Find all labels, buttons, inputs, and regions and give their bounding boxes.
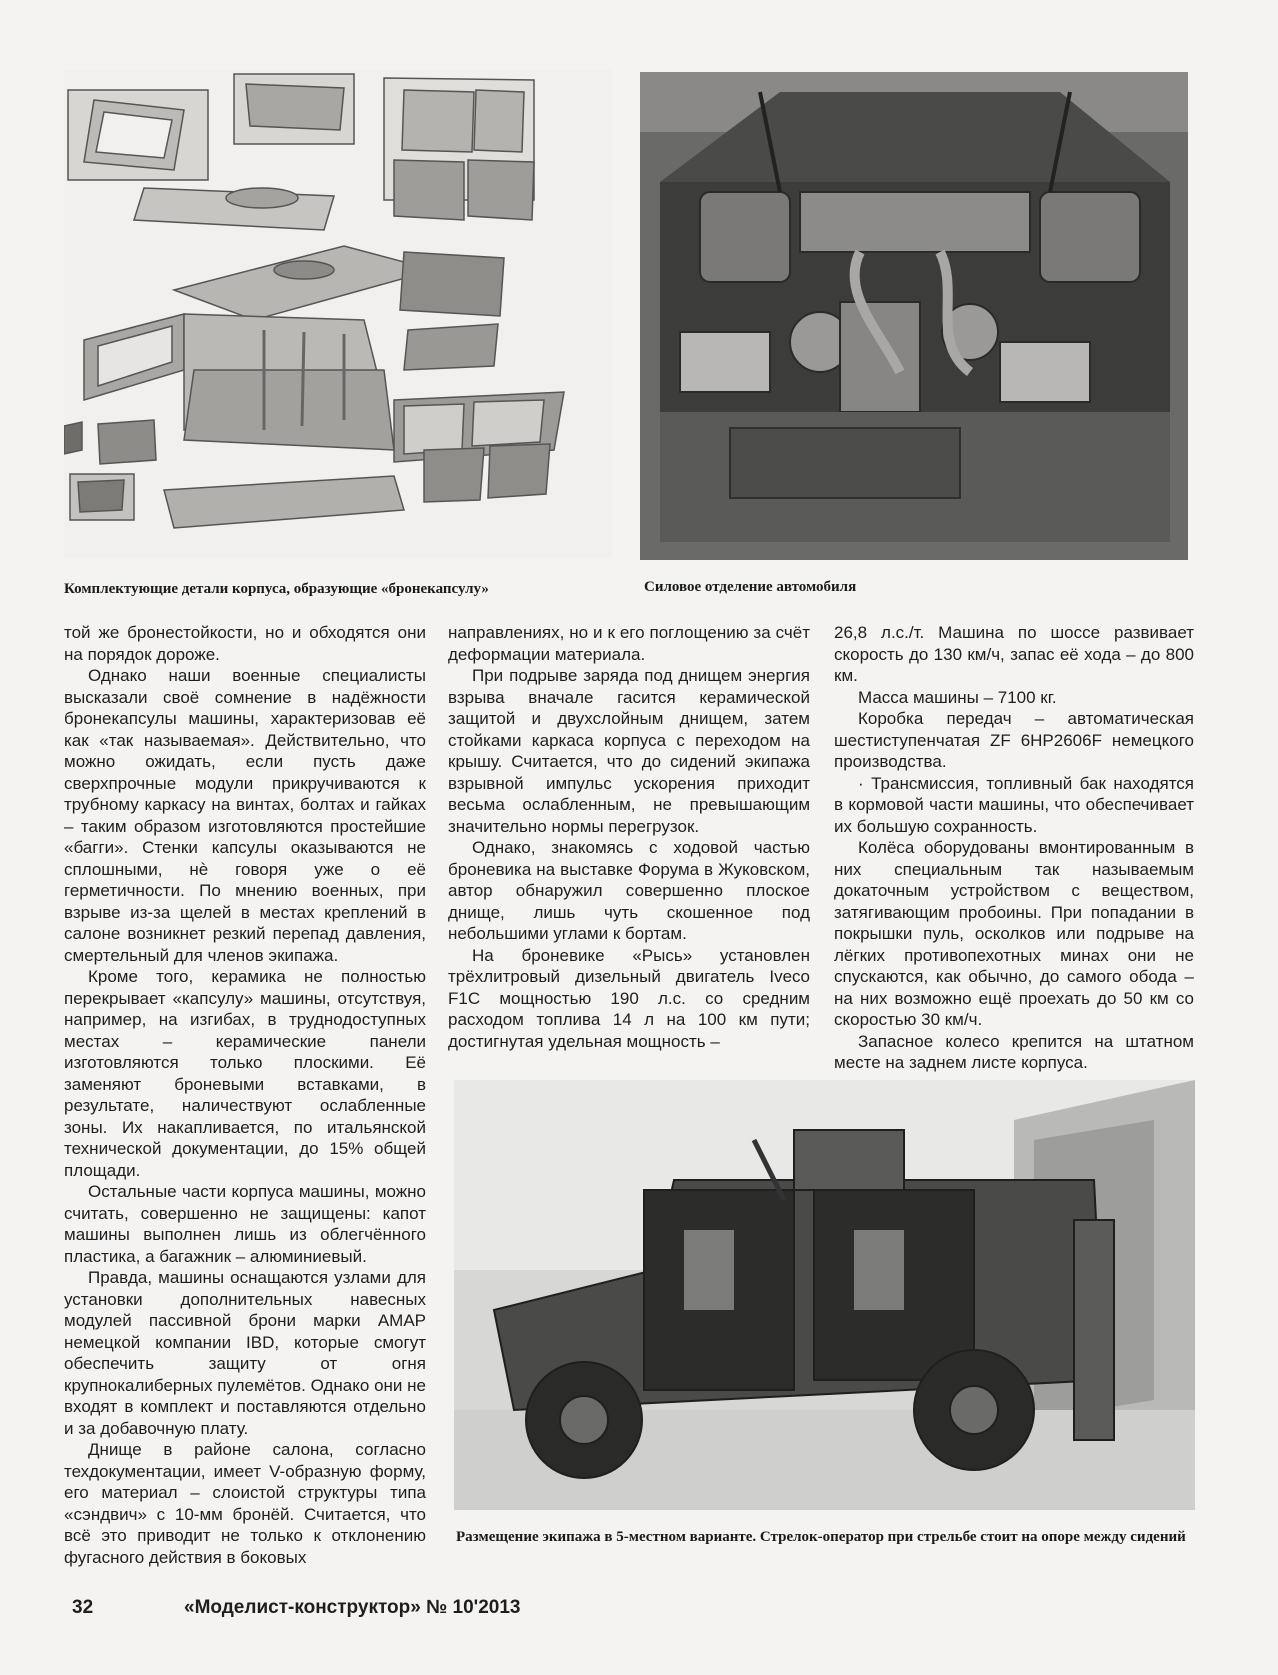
magazine-issue: «Моделист-конструктор» № 10'2013 [184,1597,521,1618]
armor-parts-caption: Комплектующие детали корпуса, образующие «бронекапсулу» [64,581,489,597]
paragraph: Запасное колесо крепится на штатном месте на заднем листе корпуса. [834,1031,1194,1072]
text-column-1 [64,622,426,1568]
engine-bay-caption: Силовое отделение автомобиля [644,579,857,595]
armor-capsule-exploded-diagram-icon [64,70,612,558]
paragraph: Днище в районе салона, согласно техдокументации, имеет V-образную форму, его материал – слоистой структуры типа «сэндвич» с 10-мм бронёй. Считается, что всё это приводит не только к отклонению фугасного действия в боковых [64,1440,426,1567]
paragraph: той же бронестойкости, но и обходятся они на порядок дороже. [64,623,426,664]
page-footer [72,1597,520,1619]
paragraph: На броневике «Рысь» установлен трёхлитровый дизельный двигатель Iveco F1C мощностью 190 л.с. со средним расходом топлива 14 л на 100 км пути; достигнутая удельная мощность – [448,945,810,1051]
paragraph: При подрыве заряда под днищем энергия взрыва вначале гасится керамической защитой и двухслойным днищем, затем стойками каркаса корпуса с переходом на крышу. Считается, что до сидений экипажа взрывной импульс ускорения приходит весьма ослабленным, не превышающим значительно нормы перегрузок. [448,666,810,836]
paragraph: Правда, машины оснащаются узлами для установки дополнительных навесных модулей пассивной брони марки AMAP немецкой компании IBD, которые смогут обеспечить защиту от огня крупнокалиберных пулемётов. Однако они не входят в комплект и поставляются отдельно и за добавочную плату. [64,1268,426,1438]
paragraph: Кроме того, керамика не полностью перекрывает «капсулу» машины, отсутствуя, например, на изгибах, в труднодоступных местах – керамические панели изготовляются только плоскими. Её заменяют броневыми вставками, в результате, наличествуют ослабленные зоны. Их накапливается, по итальянской технической документации, до 15% общей площади. [64,967,426,1180]
paragraph: Однако наши военные специалисты высказали своё сомнение в надёжности бронекапсулы машины, характеризовав её как «так называемая». Действительно, что можно ожидать, если пусть даже сверхпрочные модули прикручиваются к трубному каркасу на винтах, болтах и гайках – таким образом изготовляются простейшие «багги». Стенки капсулы оказываются не сплошными, нѐ говоря уже о её герметичности. По мнению военных, при взрыве из-за щелей в местах креплений в салоне возникнет резкий перепад давления, смертельный для членов экипажа. [64,666,426,965]
text-column-2 [448,622,810,1052]
engine-bay-figure [640,72,1188,560]
crew-layout-caption: Размещение экипажа в 5-местном варианте. Стрелок-оператор при стрельбе стоит на опоре между сидений [456,1529,1186,1545]
page-number: 32 [72,1597,94,1618]
paragraph: Коробка передач – автоматическая шестиступенчатая ZF 6HP2606F немецкого производства. [834,709,1194,771]
paragraph: Колёса оборудованы вмонтированным в них специальным так называемым докаточным устройством с веществом, затягивающим пробоины. При попадании в покрышки пуль, осколков или подрыве на лёгких противопехотных минах они не спускаются, как обычно, до самого обода – на них возможно ещё проехать до 50 км со скоростью 30 км/ч. [834,838,1194,1029]
paragraph: · Трансмиссия, топливный бак находятся в кормовой части машины, что обеспечивает их большую сохранность. [834,773,1194,836]
armored-vehicle-photo-icon [454,1080,1195,1510]
paragraph: 26,8 л.с./т. Машина по шоссе развивает скорость до 130 км/ч, запас её хода – до 800 км. [834,623,1194,685]
crew-layout-figure [454,1080,1195,1510]
paragraph: направлениях, но и к его поглощению за счёт деформации материала. [448,623,810,664]
paragraph: Однако, знакомясь с ходовой частью броневика на выставке Форума в Жуковском, автор обнаружил совершенно плоское днище, лишь чуть скошенное под небольшими углами к бортам. [448,838,810,943]
paragraph: Масса машины – 7100 кг. [858,687,1057,707]
armor-parts-figure [64,70,612,558]
engine-compartment-photo-icon [640,72,1188,560]
paragraph: Остальные части корпуса машины, можно считать, совершенно не защищены: капот машины выполнен лишь из облегчённого пластика, а багажник – алюминиевый. [64,1182,426,1266]
text-column-3 [834,622,1194,1074]
